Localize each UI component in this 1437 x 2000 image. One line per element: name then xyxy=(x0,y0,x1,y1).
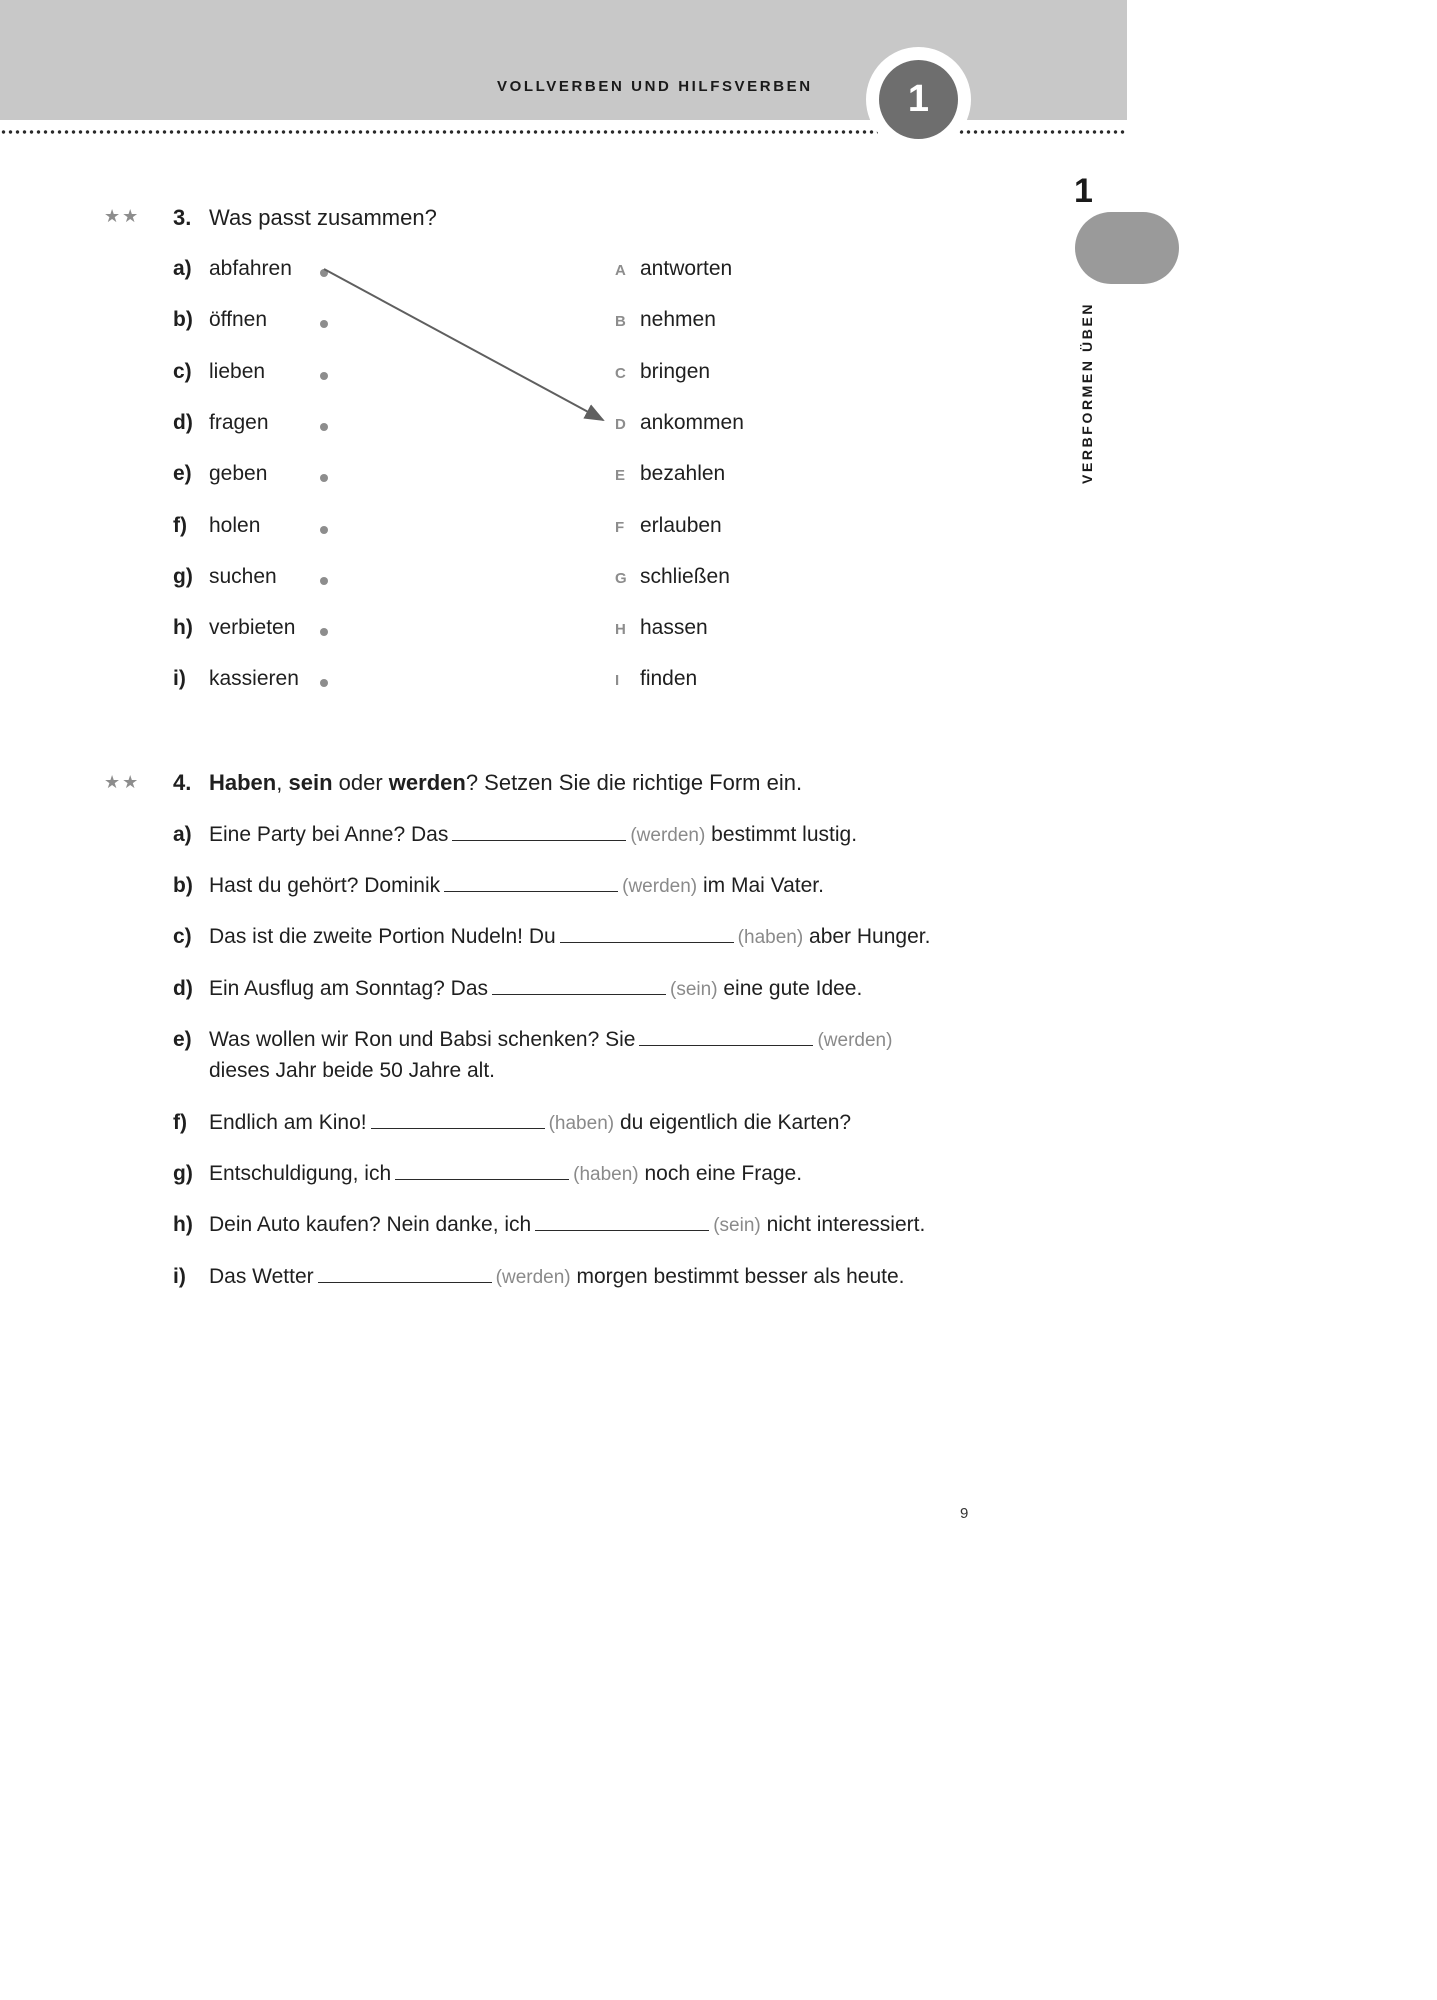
title-word-sein: sein xyxy=(288,770,333,795)
verb-hint: (haben) xyxy=(573,1164,639,1185)
opposite-verb: antworten xyxy=(640,257,733,280)
match-letter: E xyxy=(615,467,626,484)
verb-hint: (werden) xyxy=(817,1030,893,1051)
sentence-end: morgen bestimmt besser als heute. xyxy=(576,1265,905,1288)
verb-hint: (werden) xyxy=(495,1267,571,1288)
fill-in-sentence xyxy=(209,1024,892,1056)
match-letter: G xyxy=(615,570,627,587)
item-label: e) xyxy=(173,462,192,485)
fill-in-sentence xyxy=(209,819,857,851)
sentence-start: Endlich am Kino! xyxy=(209,1111,367,1134)
sentence-start: Entschuldigung, ich xyxy=(209,1162,392,1185)
item-label: d) xyxy=(173,411,193,434)
opposite-verb: bezahlen xyxy=(640,462,726,485)
opposite-verb: ankommen xyxy=(640,411,744,434)
answer-blank[interactable] xyxy=(492,977,666,995)
sentence-end: bestimmt lustig. xyxy=(711,823,858,846)
title-word-werden: werden xyxy=(388,770,466,795)
sentence-end: nicht interessiert. xyxy=(766,1213,926,1236)
opposite-verb: nehmen xyxy=(640,308,716,331)
answer-blank[interactable] xyxy=(560,925,734,943)
verb-hint: (haben) xyxy=(548,1113,615,1134)
verb-item: holen xyxy=(209,514,261,537)
verb-item: lieben xyxy=(209,360,266,383)
exercise-number: 4. xyxy=(173,770,192,795)
opposite-verb: hassen xyxy=(640,616,708,639)
side-section-label: VERBFORMEN ÜBEN xyxy=(1079,301,1095,484)
fill-in-sentence xyxy=(209,921,930,953)
item-label: h) xyxy=(173,1213,193,1236)
verb-item: geben xyxy=(209,462,268,485)
match-letter: B xyxy=(615,313,626,330)
verb-hint: (sein) xyxy=(713,1215,761,1236)
sentence-end: noch eine Frage. xyxy=(644,1162,803,1185)
fill-in-sentence xyxy=(209,1158,802,1190)
verb-item: abfahren xyxy=(209,257,292,280)
verb-item: fragen xyxy=(209,411,269,434)
verb-item: verbieten xyxy=(209,616,296,639)
sentence-start: Ein Ausflug am Sonntag? Das xyxy=(209,977,489,1000)
sentence-continuation: dieses Jahr beide 50 Jahre alt. xyxy=(209,1059,496,1082)
sentence-start: Eine Party bei Anne? Das xyxy=(209,823,449,846)
item-label: i) xyxy=(173,667,186,690)
sentence-end: eine gute Idee. xyxy=(723,977,863,1000)
sentence-end: du eigentlich die Karten? xyxy=(619,1111,852,1134)
answer-blank[interactable] xyxy=(318,1265,492,1283)
answer-blank[interactable] xyxy=(535,1213,709,1231)
opposite-verb: erlauben xyxy=(640,514,722,537)
answer-blank[interactable] xyxy=(395,1162,569,1180)
verb-hint: (haben) xyxy=(737,927,804,948)
exercise-title: Was passt zusammen? xyxy=(209,205,437,230)
fill-in-sentence xyxy=(209,1209,925,1241)
item-label: d) xyxy=(173,977,193,1000)
item-label: i) xyxy=(173,1265,186,1288)
difficulty-stars: ★★ xyxy=(104,206,141,226)
fill-in-sentence xyxy=(209,973,862,1005)
fill-in-sentence xyxy=(209,1261,904,1293)
item-label: f) xyxy=(173,1111,187,1134)
sentence-start: Dein Auto kaufen? Nein danke, ich xyxy=(209,1213,532,1236)
item-label: c) xyxy=(173,360,192,383)
match-letter: C xyxy=(615,365,626,382)
verb-item: öffnen xyxy=(209,308,268,331)
match-letter: I xyxy=(615,672,620,689)
item-label: g) xyxy=(173,1162,193,1185)
sentence-end: im Mai Vater. xyxy=(702,874,824,897)
answer-blank[interactable] xyxy=(452,823,626,841)
item-label: g) xyxy=(173,565,193,588)
answer-blank[interactable] xyxy=(444,874,618,892)
item-label: c) xyxy=(173,925,192,948)
match-letter: H xyxy=(615,621,626,638)
match-letter: A xyxy=(615,262,626,279)
verb-item: kassieren xyxy=(209,667,299,690)
verb-hint: (werden) xyxy=(622,876,698,897)
sentence-end: aber Hunger. xyxy=(809,925,931,948)
match-letter: D xyxy=(615,416,626,433)
fill-in-sentence xyxy=(209,1107,851,1139)
item-label: b) xyxy=(173,874,193,897)
exercise-title: Haben, sein oder werden? Setzen Sie die richtige Form ein. xyxy=(209,770,803,795)
answer-blank[interactable] xyxy=(371,1111,545,1129)
opposite-verb: bringen xyxy=(640,360,711,383)
side-chapter-number: 1 xyxy=(1074,172,1093,210)
item-label: a) xyxy=(173,823,192,846)
item-label: b) xyxy=(173,308,193,331)
opposite-verb: finden xyxy=(640,667,698,690)
title-word-haben: Haben xyxy=(209,770,277,795)
header-title: VOLLVERBEN UND HILFSVERBEN xyxy=(497,78,813,95)
sentence-start: Hast du gehört? Dominik xyxy=(209,874,441,897)
opposite-verb: schließen xyxy=(640,565,730,588)
verb-hint: (werden) xyxy=(630,825,706,846)
sentence-start: Das Wetter xyxy=(209,1265,314,1288)
difficulty-stars: ★★ xyxy=(104,772,141,792)
verb-item: suchen xyxy=(209,565,277,588)
fill-in-sentence xyxy=(209,870,824,902)
item-label: f) xyxy=(173,514,187,537)
item-label: e) xyxy=(173,1028,192,1051)
item-label: h) xyxy=(173,616,193,639)
verb-hint: (sein) xyxy=(670,979,718,1000)
item-label: a) xyxy=(173,257,192,280)
chapter-badge: 1 xyxy=(879,60,958,139)
page-number: 9 xyxy=(960,1505,969,1522)
answer-blank[interactable] xyxy=(639,1028,813,1046)
sentence-start: Das ist die zweite Portion Nudeln! Du xyxy=(209,925,556,948)
sentence-start: Was wollen wir Ron und Babsi schenken? Sie xyxy=(209,1028,636,1051)
match-letter: F xyxy=(615,519,625,536)
exercise-number: 3. xyxy=(173,205,192,230)
